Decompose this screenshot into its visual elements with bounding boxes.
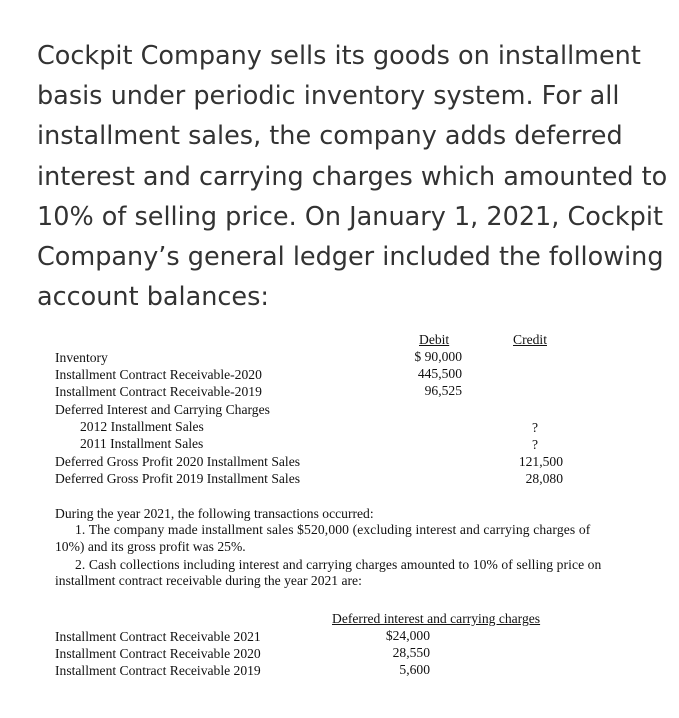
collections-row-value: $24,000 [385,628,430,643]
ledger-row-label: Deferred Gross Profit 2020 Installment Sales [55,454,301,469]
intro-line: Cockpit Company sells its goods on installment [37,41,641,71]
transaction-2-line-1: 2. Cash collections including interest and carrying charges amounted to 10% of selling price on [75,557,602,572]
collections-row-label: Installment Contract Receivable 2020 [55,646,261,661]
transaction-1-line-1: 1. The company made installment sales $520,000 (excluding interest and carrying charges of [75,522,591,537]
collections-row-value: 28,550 [392,645,430,660]
ledger-row-credit: ? [531,420,539,435]
intro-line: account balances: [37,282,269,313]
ledger-row-label: 2011 Installment Sales [80,436,204,451]
intro-line: installment sales, the company adds deferred [37,121,623,152]
intro-paragraph [37,36,677,317]
intro-line: basis under periodic inventory system. For all [37,81,620,112]
ledger-row-label: Deferred Gross Profit 2019 Installment Sales [55,471,301,486]
ledger-row-label: 2012 Installment Sales [80,419,204,434]
ledger-row-debit: 96,525 [424,383,462,398]
collections-row-value: 5,600 [399,662,430,677]
debit-header: Debit [419,332,450,347]
ledger-row-credit: ? [531,437,539,452]
ledger-row-label: Installment Contract Receivable-2020 [55,367,262,382]
collections-row-label: Installment Contract Receivable 2019 [55,663,261,678]
transaction-1-line-2: 10%) and its gross profit was 25%. [55,539,246,554]
intro-line: 10% of selling price. On January 1, 2021, Cockpit [37,201,663,232]
transactions-intro: During the year 2021, the following transactions occurred: [55,506,374,521]
intro-line: interest and carrying charges which amounted to [37,161,668,192]
collections-row-label: Installment Contract Receivable 2021 [55,629,261,644]
ledger-row-label: Deferred Interest and Carrying Charges [55,402,270,417]
ledger-row-label: Installment Contract Receivable-2019 [55,384,262,399]
credit-header: Credit [513,332,547,347]
ledger-row-credit: 121,500 [518,454,563,469]
ledger-row-credit: 28,080 [525,471,563,486]
ledger-row-label: Inventory [55,350,108,365]
ledger-row-debit: $ 90,000 [414,349,462,364]
ledger-row-debit: 445,500 [417,366,462,381]
transaction-2-line-2: installment contract receivable during the year 2021 are: [55,573,362,588]
collections-header: Deferred interest and carrying charges [332,611,541,626]
intro-line: Company’s general ledger included the following [37,242,664,273]
